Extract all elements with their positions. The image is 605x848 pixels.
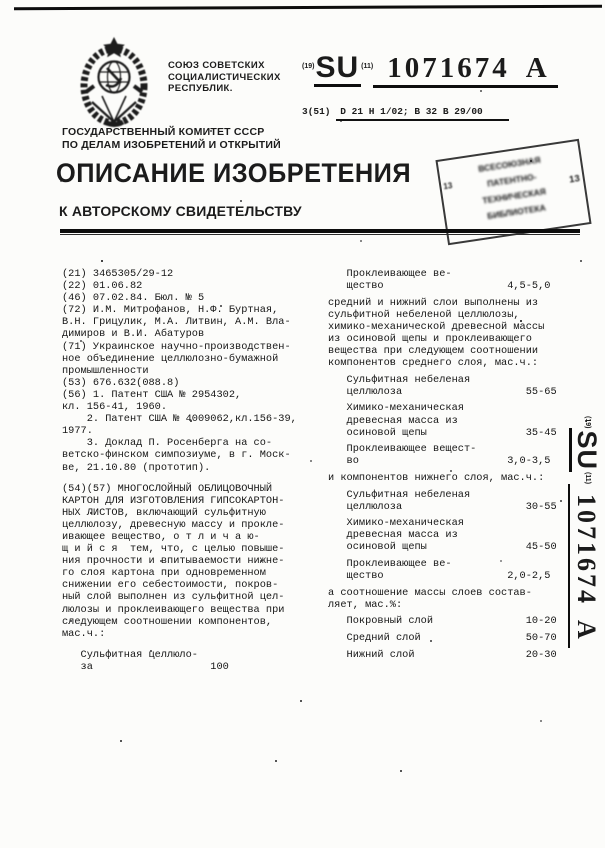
document-number: 1071674 A — [373, 53, 557, 88]
text-block: Химико-механическая древесная масса из осиновой щепы 45-50 — [346, 517, 557, 554]
text-block: а соотношение массы слоев состав- ляет, мас.%: — [328, 586, 532, 611]
ipc-prefix: 3(51) — [302, 106, 331, 117]
stamp-text: ВСЕСОЮЗНАЯ ПАТЕНТНО- ТЕХНИЧЕСКАЯ БИБЛИОТЕКА — [477, 154, 547, 222]
header-divider — [60, 229, 580, 233]
country-code: SU — [314, 52, 361, 87]
text-block: средний и нижний слои выполнены из сульфитной небеленой целлюлозы, химико-механической древесной массы из осиновой щепы и проклеивающего вещества при следующем соотношении компонентов среднего слоя, мас.ч.: — [328, 296, 545, 370]
stamp-right-number: 13 — [568, 173, 581, 186]
scan-noise — [0, 0, 2, 2]
text-block: Химико-механическая древесная масса из осиновой щепы 35-45 — [346, 402, 557, 439]
text-block: Нижний слой 20-30 — [328, 648, 557, 661]
publication-number-line — [302, 52, 558, 88]
ipc-classification — [302, 106, 509, 121]
document-title: ОПИСАНИЕ ИЗОБРЕТЕНИЯ — [56, 158, 412, 188]
country-name: СОЮЗ СОВЕТСКИХ СОЦИАЛИСТИЧЕСКИХ РЕСПУБЛИК. — [168, 60, 281, 94]
left-text-column — [62, 268, 324, 682]
text-block: Проклеивающее вещест- во 3,0-3,5 — [346, 443, 551, 468]
committee-name: ГОСУДАРСТВЕННЫЙ КОМИТЕТ СССР ПО ДЕЛАМ ИЗОБРЕТЕНИЙ И ОТКРЫТИЙ — [62, 126, 281, 151]
sidebar-ind-code-11: (11) — [584, 471, 591, 485]
sidebar-ind-code-19: (19) — [584, 416, 591, 429]
text-block: Проклеивающее ве- щество 2,0-2,5 — [346, 557, 551, 583]
sidebar-country-code: SU — [569, 428, 601, 472]
text-block: и компонентов нижнего слоя, мас.ч.: — [328, 471, 545, 484]
text-block: Сульфитная небеленая целлюлоза 55-65 — [346, 373, 557, 398]
sidebar-document-number: 1071674A — [568, 484, 600, 648]
text-block: Сульфитная небеленая целлюлоза 30-55 — [346, 488, 557, 513]
ussr-coat-of-arms-icon — [72, 34, 156, 128]
right-text-column — [328, 268, 596, 665]
sidebar-kind-code: A — [572, 620, 601, 642]
text-block: Средний слой 50-70 — [328, 631, 557, 644]
document-subtitle: К АВТОРСКОМУ СВИДЕТЕЛЬСТВУ — [59, 203, 302, 219]
text-block: (54)(57) МНОГОСЛОЙНЫЙ ОБЛИЦОВОЧНЫЙ КАРТОН ДЛЯ ИЗГОТОВЛЕНИЯ ГИПСОКАРТОН- НЫХ ЛИСТОВ, включающий сульфитную целлюлозу, древесную массу и прокле- ивающее вещество, о т л и ч а ю- щ и й с я тем, что, с целью повыше- ния прочности и впитываемости нижне- го слоя картона при одновременном снижении его себестоимости, покров- ный слой выполнен из сульфитной цел- люлозы и проклеивающего вещества при следующем соотношении компонентов, мас.ч.: — [62, 482, 285, 640]
ind-code-11: (11) — [361, 63, 374, 70]
kind-code: A — [525, 52, 550, 84]
stamp-left-number: 13 — [442, 181, 453, 192]
text-block: Сульфитная целлюло- за 100 — [80, 648, 229, 673]
header-divider-thin — [60, 234, 580, 235]
sidebar-publication-number — [561, 416, 601, 672]
ipc-codes: D 21 H 1/02; B 32 B 29/00 — [336, 106, 509, 121]
text-block: Проклеивающее ве- щество 4,5-5,0 — [346, 268, 551, 293]
ind-code-19: (19) — [302, 63, 315, 70]
text-block: (21) 3465305/29-12 (22) 01.06.82 (46) 07.02.84. Бюл. № 5 (72) И.М. Митрофанов, Н.Ф. Буртная, В.Н. Грицулик, М.А. Литвин, А.М. Вла- димиров и В.И. Абатуров (71) Украинское научно-производствен- ное объединение целлюлозно-бумажной промышленности (53) 676.632(088.8) (56) 1. Патент США № 2954302, кл. 156-41, 1960. 2. Патент США № 4009062,кл.156-39, 1977. 3. Доклад П. Росенберга на со- ветско-финском симпозиуме, в г. Моск- ве, 21.10.80 (прототип). — [62, 268, 297, 474]
scan-edge-line — [14, 5, 602, 11]
text-block: Покровный слой 10-20 — [328, 615, 557, 628]
